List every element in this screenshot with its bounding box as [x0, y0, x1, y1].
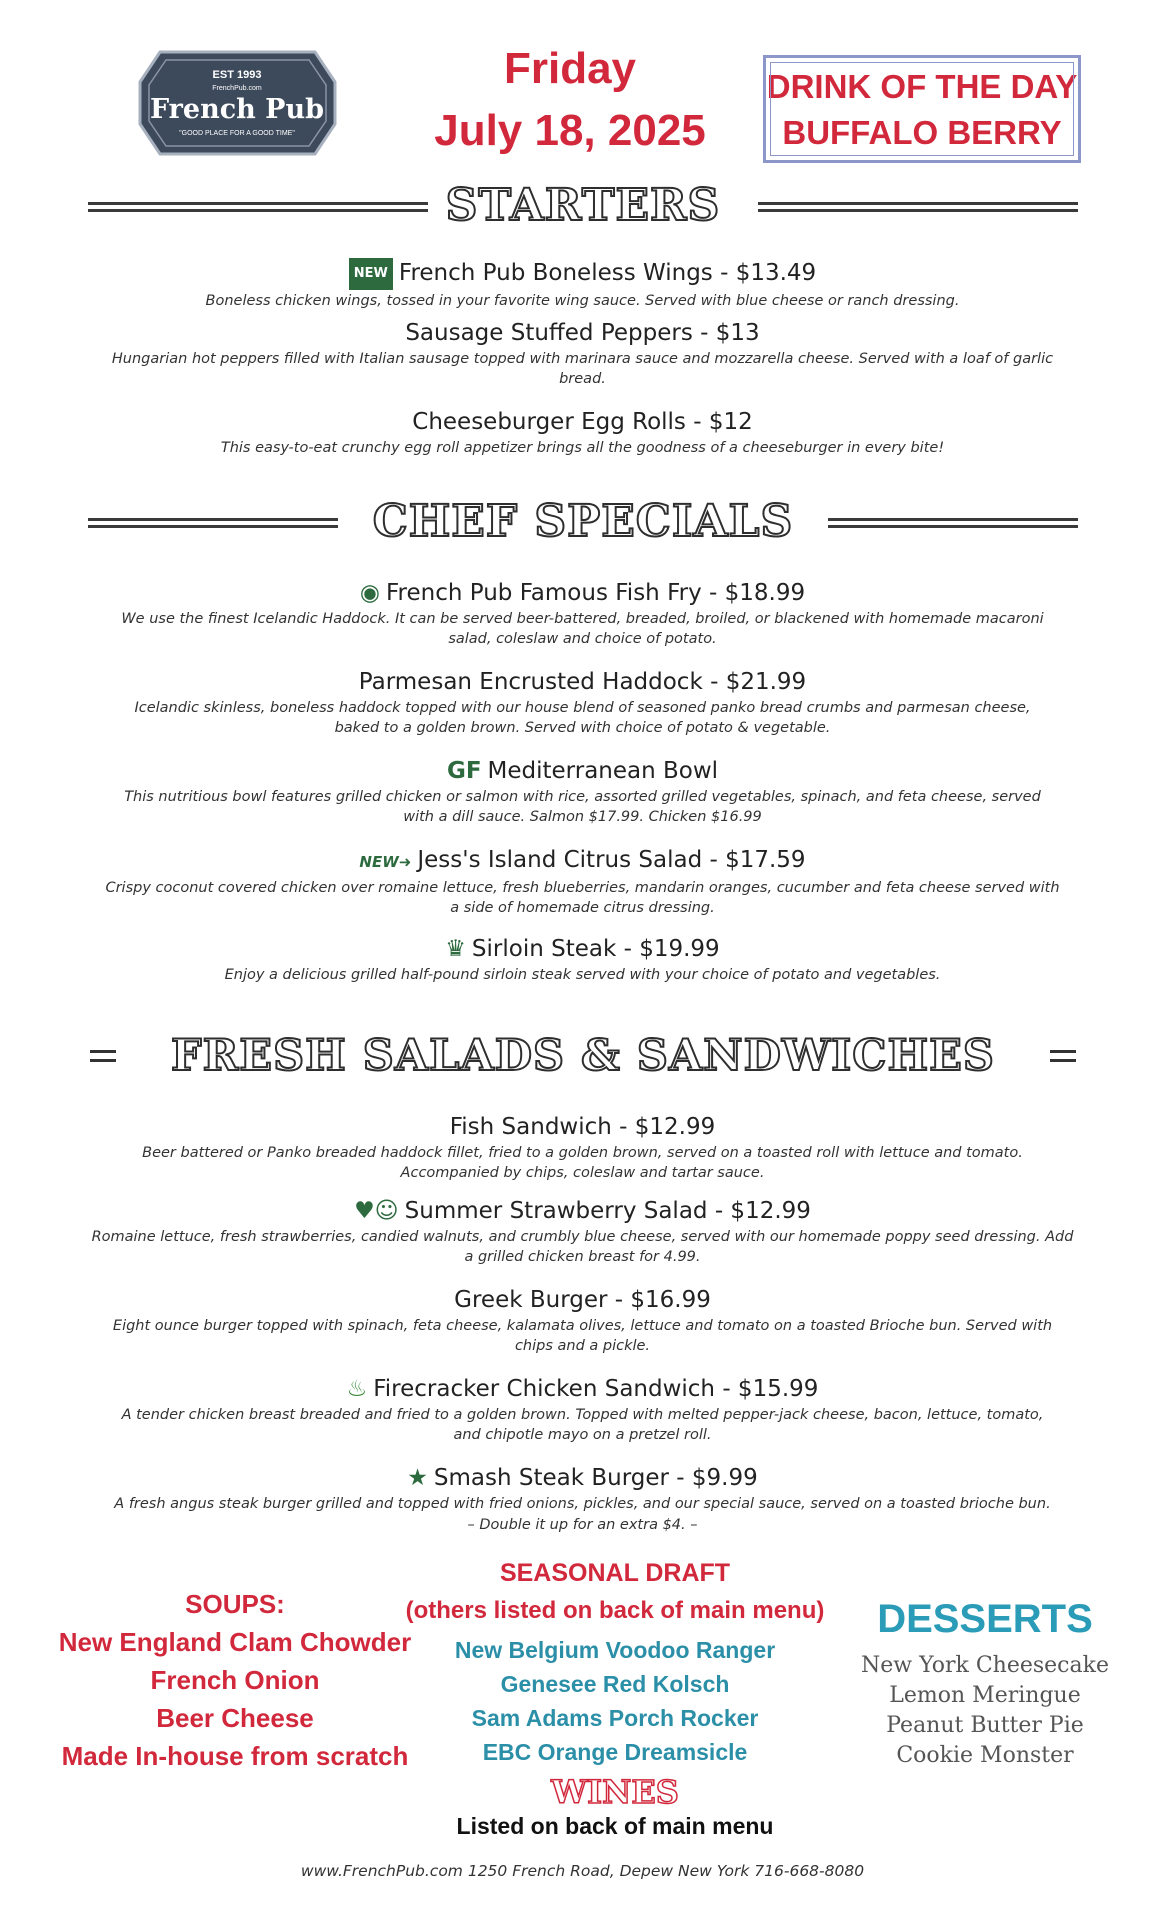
item-name: Parmesan Encrusted Haddock - $21.99	[358, 669, 807, 695]
logo-name: French Pub	[149, 94, 325, 125]
menu-item	[90, 667, 1075, 738]
soup-item: New England Clam Chowder	[58, 1627, 412, 1657]
item-desc: This easy-to-eat crunchy egg roll appetizer brings all the goodness of a cheeseburger in every bite!	[220, 440, 945, 456]
menu-item	[90, 578, 1075, 649]
item-name: Mediterranean Bowl	[487, 758, 719, 784]
item-desc: A fresh angus steak burger grilled and topped with fried onions, pickles, and our special sauce, served on a toasted brioche bun.	[114, 1496, 1051, 1512]
item-desc: We use the finest Icelandic Haddock. It can be served beer-battered, breaded, broiled, or blackened with homemade macaroni salad, coleslaw and choice of potato.	[121, 611, 1044, 647]
starters-title: STARTERS	[428, 180, 739, 231]
beer-item: EBC Orange Dreamsicle	[482, 1739, 748, 1765]
dessert-item: Cookie Monster	[896, 1743, 1074, 1768]
item-desc: A tender chicken breast breaded and fried to a golden brown. Topped with melted pepper-jack cheese, bacon, lettuce, tomato, and chipotle mayo on a pretzel roll.	[121, 1407, 1044, 1443]
draft-subtitle: (others listed on back of main menu)	[405, 1597, 825, 1624]
desserts-section	[850, 1593, 1120, 1771]
soups-title: SOUPS:	[185, 1589, 285, 1619]
dessert-item: Lemon Meringue	[889, 1683, 1081, 1708]
menu-item	[90, 1374, 1075, 1445]
beer-item: Genesee Red Kolsch	[500, 1671, 730, 1697]
flame-icon: ♨	[346, 1376, 368, 1402]
item-name: French Pub Famous Fish Fry - $18.99	[385, 580, 806, 606]
new-arrow-icon: NEW➜	[359, 853, 412, 871]
item-desc: Beer battered or Panko breaded haddock fillet, fried to a golden brown, served on a toasted roll with lettuce and tomato. Accompanied by chips, coleslaw and tartar sauce.	[142, 1145, 1023, 1181]
menu-item	[90, 845, 1075, 918]
menu-item	[90, 934, 1075, 985]
fish-icon: ◉	[359, 580, 380, 606]
menu-item	[90, 1196, 1075, 1267]
menu-item	[90, 258, 1075, 311]
menu-item	[90, 756, 1075, 827]
menu-item	[90, 318, 1075, 389]
menu-date-text: July 18, 2025	[434, 106, 706, 155]
soup-item: French Onion	[150, 1665, 320, 1695]
new-badge-icon: NEW	[349, 258, 393, 290]
footer-contact: www.FrenchPub.com 1250 French Road, Depew New York 716-668-8080	[300, 1862, 865, 1880]
menu-item	[90, 1285, 1075, 1356]
item-name: Greek Burger - $16.99	[454, 1287, 711, 1313]
logo-est: EST 1993	[212, 69, 262, 81]
starters-header	[88, 180, 1078, 232]
item-name: Jess's Island Citrus Salad - $17.59	[417, 847, 806, 873]
menu-day: Friday	[503, 44, 637, 93]
item-name: Firecracker Chicken Sandwich - $15.99	[373, 1376, 819, 1402]
soup-item: Made In-house from scratch	[61, 1741, 409, 1771]
beer-item: New Belgium Voodoo Ranger	[454, 1637, 776, 1663]
seasonal-draft-section	[395, 1555, 835, 1841]
menu-date	[360, 38, 780, 162]
wines-note: Listed on back of main menu	[456, 1813, 774, 1839]
drink-title: DRINK OF THE DAY	[766, 68, 1078, 105]
item-desc: Romaine lettuce, fresh strawberries, candied walnuts, and crumbly blue cheese, served with our homemade poppy seed dressing. Add a grilled chicken breast for 4.99.	[91, 1229, 1074, 1265]
item-name: French Pub Boneless Wings - $13.49	[398, 260, 817, 286]
item-name: Cheeseburger Egg Rolls - $12	[412, 409, 753, 435]
item-desc: Crispy coconut covered chicken over romaine lettuce, fresh blueberries, mandarin oranges, cucumber and feta cheese served with a side of homemade citrus dressing.	[105, 880, 1060, 916]
logo-tagline: "GOOD PLACE FOR A GOOD TIME"	[179, 130, 295, 137]
heart-smile-icon: ♥☺	[354, 1198, 399, 1224]
logo-site: FrenchPub.com	[212, 85, 262, 92]
crown-icon: ♛	[445, 936, 466, 962]
item-desc: Enjoy a delicious grilled half-pound sirloin steak served with your choice of potato and vegetables.	[224, 967, 941, 983]
gluten-free-icon: GF	[446, 758, 482, 784]
chef-specials-title: CHEF SPECIALS	[355, 496, 812, 547]
item-desc-extra: – Double it up for an extra $4. –	[467, 1517, 698, 1533]
wines-title: WINES	[551, 1773, 679, 1811]
item-desc: Boneless chicken wings, tossed in your favorite wing sauce. Served with blue cheese or ranch dressing.	[205, 293, 960, 309]
item-name: Sirloin Steak - $19.99	[471, 936, 720, 962]
salads-sandwiches-header	[88, 1030, 1078, 1082]
item-desc: Hungarian hot peppers filled with Italian sausage topped with marinara sauce and mozzarella cheese. Served with a loaf of garlic bread.	[111, 351, 1054, 387]
desserts-title: DESSERTS	[877, 1597, 1093, 1641]
item-desc: Eight ounce burger topped with spinach, feta cheese, kalamata olives, lettuce and tomato on a toasted Brioche bun. Served with chips and a pickle.	[112, 1318, 1053, 1354]
dessert-item: Peanut Butter Pie	[886, 1713, 1084, 1738]
menu-item	[90, 407, 1075, 458]
drink-of-the-day-box	[763, 55, 1081, 163]
item-desc: This nutritious bowl features grilled chicken or salmon with rice, assorted grilled vegetables, spinach, and feta cheese, served with a dill sauce. Salmon $17.99. Chicken $16.99	[124, 789, 1041, 825]
star-icon: ★	[407, 1465, 428, 1491]
item-name: Sausage Stuffed Peppers - $13	[405, 320, 760, 346]
beer-item: Sam Adams Porch Rocker	[471, 1705, 759, 1731]
french-pub-logo	[130, 42, 345, 164]
salads-sandwiches-title: FRESH SALADS & SANDWICHES	[171, 1031, 995, 1081]
menu-item	[90, 1463, 1075, 1535]
item-name: Smash Steak Burger - $9.99	[433, 1465, 758, 1491]
soup-item: Beer Cheese	[156, 1703, 314, 1733]
chef-specials-header	[88, 496, 1078, 548]
dessert-item: New York Cheesecake	[861, 1653, 1109, 1678]
item-desc: Icelandic skinless, boneless haddock topped with our house blend of seasoned panko bread crumbs and parmesan cheese, baked to a golden brown. Served with choice of potato & vegetable.	[134, 700, 1031, 736]
item-name: Fish Sandwich - $12.99	[449, 1114, 716, 1140]
drink-name: BUFFALO BERRY	[782, 114, 1062, 151]
draft-title: SEASONAL DRAFT	[499, 1559, 731, 1587]
menu-item	[90, 1112, 1075, 1183]
soups-section	[55, 1585, 415, 1775]
item-name: Summer Strawberry Salad - $12.99	[404, 1198, 811, 1224]
